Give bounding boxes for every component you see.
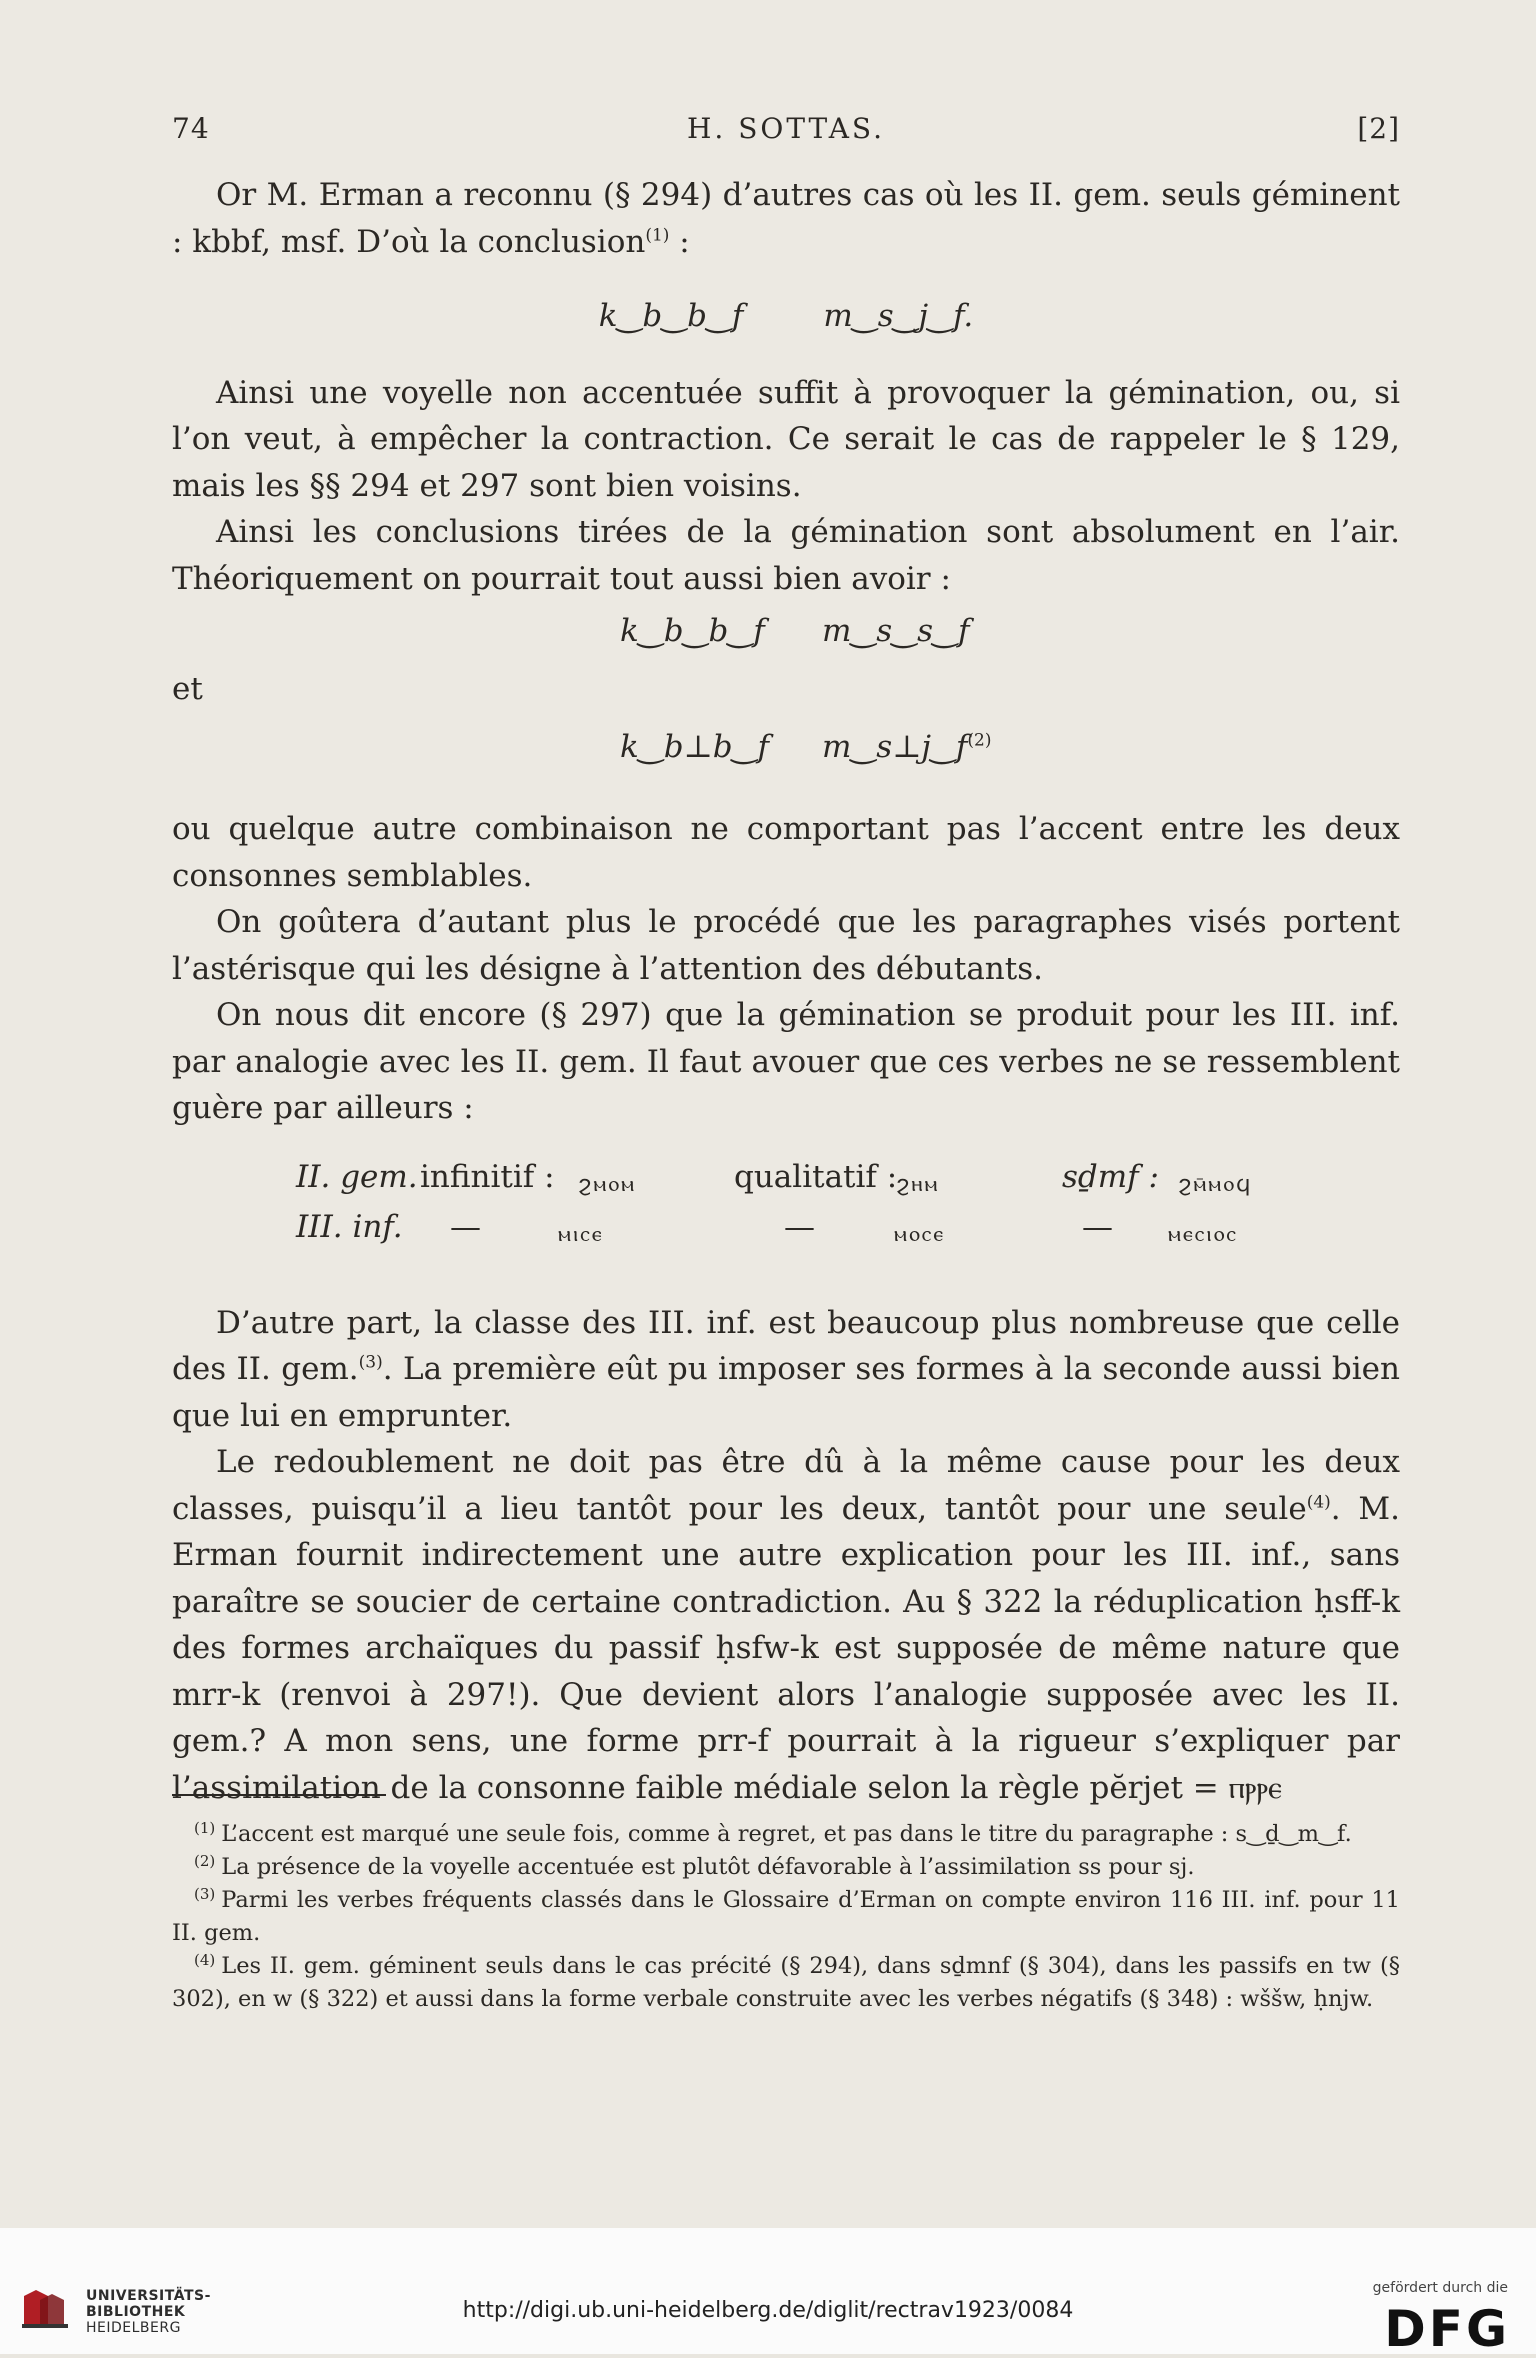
main-text <box>172 172 1400 1811</box>
footnote <box>172 1851 1400 1884</box>
sdmf-label: sḏmf : <box>1062 1158 1159 1195</box>
footnote-mark: (3) <box>194 1884 216 1903</box>
sdmf-value: ⲙⲉⲥⲓⲟⲥ <box>1168 1221 1238 1247</box>
paragraph-2: Ainsi une voyelle non accentuée suffit à provoquer la gémination, ou, si l’on veut, à empêcher la contraction. Ce serait le cas de rappeler le § 129, mais les §§ 294 et 297 sont bien voisins. <box>172 374 1400 504</box>
funding-note: gefördert durch die <box>1372 2280 1508 2296</box>
footnote <box>172 1818 1400 1851</box>
footnote-ref-2[interactable]: (2) <box>967 730 992 751</box>
sdmf-value: ϩⲙ̄ⲙⲟϥ <box>1178 1171 1253 1197</box>
footnote-text: L’accent est marqué une seule fois, comme à regret, et pas dans le titre du paragraphe : s‿ḏ‿m‿f. <box>221 1821 1352 1847</box>
footnote-rule <box>172 1794 386 1796</box>
footnote-mark: (2) <box>194 1851 216 1870</box>
formula-1-left: k‿b‿b‿f <box>598 298 744 334</box>
dash: — <box>1082 1208 1113 1245</box>
formula-2a-right: m‿s‿s‿f <box>822 613 970 649</box>
conjugation-table <box>172 1154 1400 1274</box>
library-name-line: UNIVERSITÄTS- <box>86 2288 211 2304</box>
formula-1 <box>172 293 1400 340</box>
formula-1-right: m‿s‿j‿f. <box>823 298 974 334</box>
footnote-text: Parmi les verbes fréquents classés dans le Glossaire d’Erman on compte environ 116 III. inf. pour 11 II. gem. <box>172 1887 1400 1946</box>
permalink[interactable]: http://digi.ub.uni-heidelberg.de/diglit/rectrav1923/0084 <box>462 2298 1074 2323</box>
footnote-text: Les II. gem. géminent seuls dans le cas précité (§ 294), dans sḏmnf (§ 304), dans les passifs en tw (§ 302), en w (§ 322) et aussi dans la forme verbale construite avec les verbes négatifs (§ 348) : wššw, ḥnjw. <box>172 1953 1400 2012</box>
paragraph-1-text: Or M. Erman a reconnu (§ 294) d’autres cas où les II. gem. seuls géminent : kbbf, msf. D’où la conclusion <box>172 177 1400 260</box>
paragraph-6: On nous dit encore (§ 297) que la gémination se produit pour les III. inf. par analogie avec les II. gem. Il faut avouer que ces verbes ne se ressemblent guère par ailleurs : <box>172 997 1400 1126</box>
infinitif-value: ⲙⲓⲥⲉ <box>558 1221 604 1247</box>
signature-mark: [2] <box>1357 112 1400 145</box>
row-label: III. inf. <box>296 1208 403 1245</box>
footnote-ref-3[interactable]: (3) <box>358 1352 383 1373</box>
paragraph-8-text: Le redoublement ne doit pas être dû à la même cause pour les deux classes, puisqu’il a lieu tantôt pour les deux, tantôt pour une seule <box>172 1444 1400 1527</box>
running-head <box>172 112 1400 152</box>
footnote-mark: (1) <box>194 1818 216 1837</box>
paragraph-1-tail: : <box>669 223 690 260</box>
footnote <box>172 1884 1400 1950</box>
library-name-line: BIBLIOTHEK <box>86 2304 186 2320</box>
dfg-logo: DFG <box>1384 2300 1510 2358</box>
qualitatif-label: qualitatif : <box>734 1158 898 1195</box>
table-row <box>172 1154 1400 1200</box>
dash: — <box>450 1208 481 1245</box>
paragraph-8-tail: . M. Erman fournit indirectement une autre explication pour les III. inf., sans paraître se soucier de certaine contradiction. Au § 322 la réduplication ḥsff-k des formes archaïques du passif ḥsfw-k est supposée de même nature que mrr-k (renvoi à 297!). Que devient alors l’analogie supposée avec les II. gem.? A mon sens, une forme prr-f pourrait à la rigueur s’expliquer par l’assimilation de la consonne faible médiale selon la règle pĕrjet = ⲡⲣⲣⲉ <box>172 1490 1401 1806</box>
paragraph-7 <box>172 1300 1400 1440</box>
formula-2-et: et <box>172 671 203 707</box>
paragraph-3: Ainsi les conclusions tirées de la gémination sont absolument en l’air. Théoriquement on pourrait tout aussi bien avoir : <box>172 514 1400 597</box>
footnote-mark: (4) <box>194 1950 216 1969</box>
footnotes <box>172 1818 1400 2016</box>
infinitif-label: infinitif : <box>420 1158 555 1195</box>
footnote-ref-4[interactable]: (4) <box>1306 1492 1331 1513</box>
running-title: H. SOTTAS. <box>687 112 885 145</box>
formula-2b-right <box>822 724 991 771</box>
qualitatif-value: ϩⲏⲙ <box>896 1171 940 1197</box>
paragraph-8 <box>172 1439 1400 1811</box>
dash: — <box>784 1208 815 1245</box>
viewer-footer <box>0 2228 1536 2358</box>
infinitif-value: ϩⲙⲟⲙ <box>578 1171 637 1197</box>
paragraph-4: ou quelque autre combinaison ne comportant pas l’accent entre les deux consonnes semblables. <box>172 811 1400 894</box>
paragraph-5: On goûtera d’autant plus le procédé que les paragraphes visés portent l’astérisque qui les désigne à l’attention des débutants. <box>172 904 1400 987</box>
formula-2b-right-text: m‿s⊥j‿f <box>822 729 968 765</box>
paragraph-7-text: D’autre part, la classe des III. inf. est beaucoup plus nombreuse que celle des II. gem. <box>172 1304 1400 1387</box>
paragraph-1 <box>172 172 1400 265</box>
formula-2 <box>172 608 1400 788</box>
footnote <box>172 1950 1400 2016</box>
table-row <box>172 1204 1400 1250</box>
footnote-text: La présence de la voyelle accentuée est plutôt défavorable à l’assimilation ss pour sj. <box>221 1854 1195 1880</box>
paragraph-7-tail: . La première eût pu imposer ses formes à la seconde aussi bien que lui en emprunter. <box>172 1351 1400 1434</box>
formula-2a-left: k‿b‿b‿f <box>620 613 765 649</box>
library-name-line: HEIDELBERG <box>86 2320 181 2336</box>
footnote-ref-1[interactable]: (1) <box>645 225 670 246</box>
formula-2b-left: k‿b⊥b‿f <box>620 729 769 765</box>
row-label: II. gem. <box>296 1158 418 1195</box>
page-number: 74 <box>172 112 210 145</box>
qualitatif-value: ⲙⲟⲥⲉ <box>894 1221 946 1247</box>
